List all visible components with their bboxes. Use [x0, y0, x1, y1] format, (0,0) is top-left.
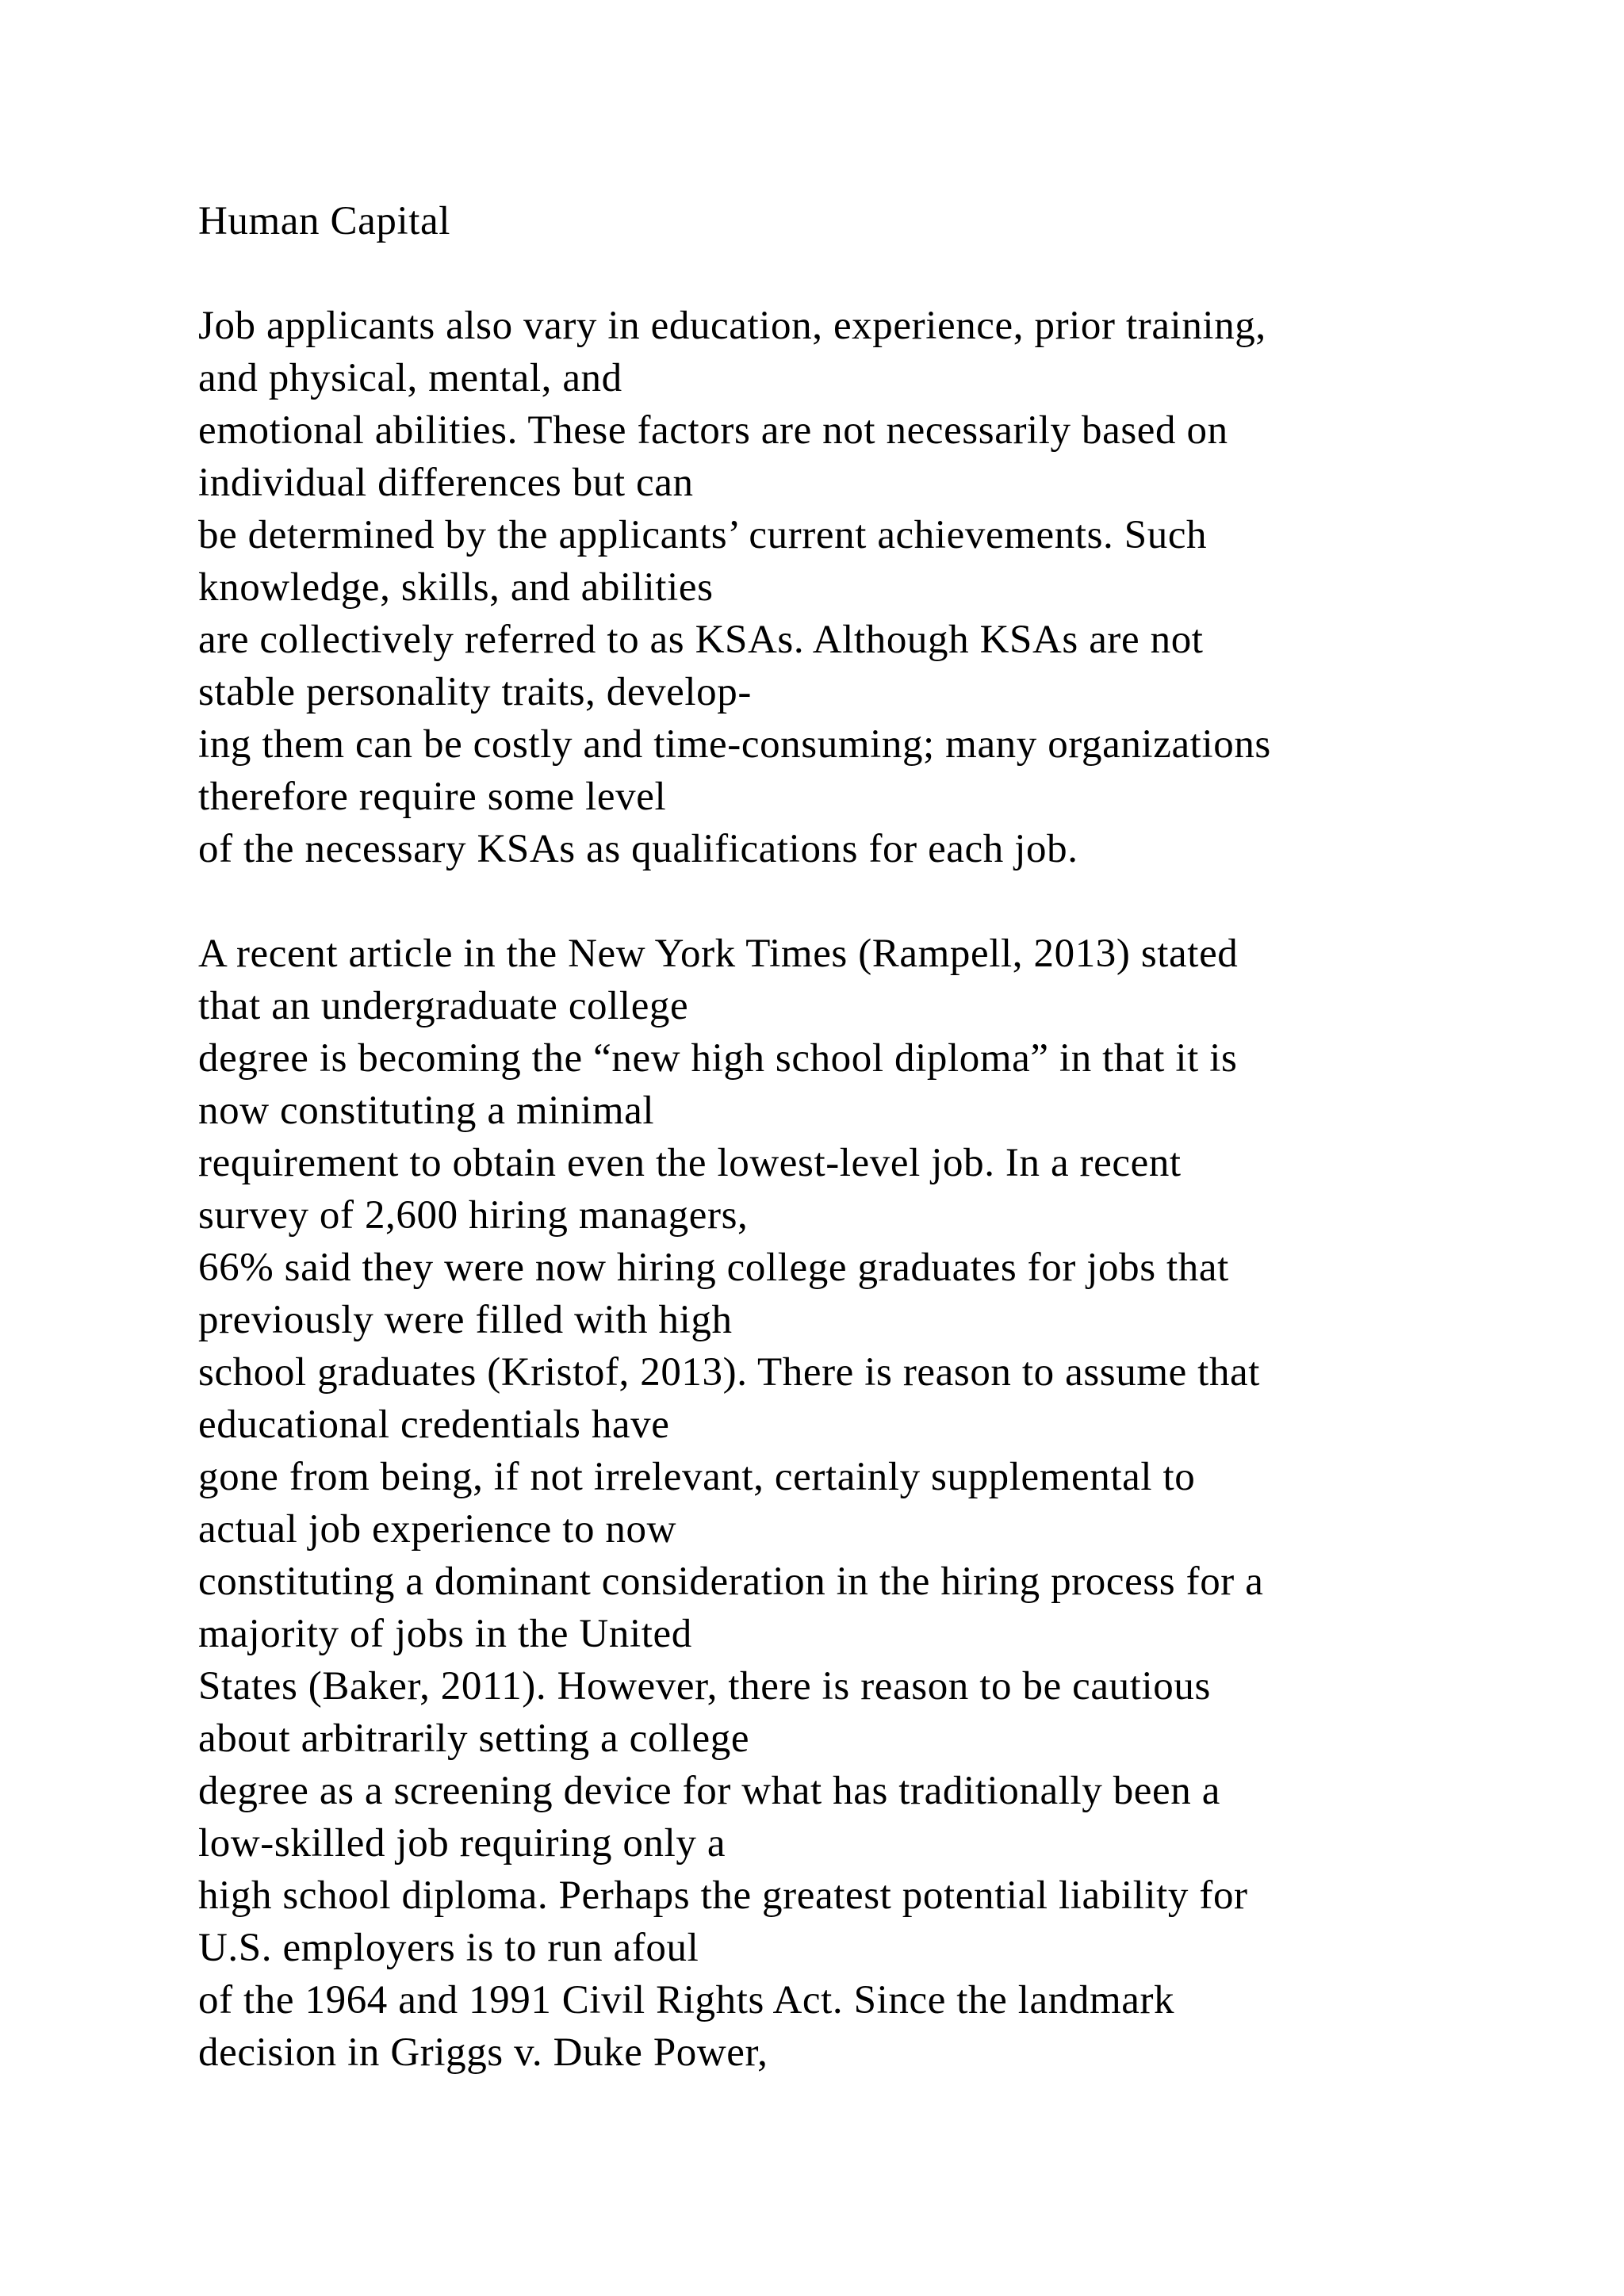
text-line: that an undergraduate college [198, 984, 689, 1028]
text-line: decision in Griggs v. Duke Power, [198, 2030, 768, 2075]
text-line: of the 1964 and 1991 Civil Rights Act. Since the landmark [198, 1978, 1175, 2022]
text-line: emotional abilities. These factors are not necessarily based on [198, 408, 1228, 453]
text-line: degree is becoming the “new high school diploma” in that it is [198, 1036, 1238, 1081]
text-line: A recent article in the New York Times (Rampell, 2013) stated [198, 932, 1239, 976]
text-line: be determined by the applicants’ current achievements. Such [198, 513, 1208, 557]
paragraph-2 [198, 928, 1546, 2079]
text-line: and physical, mental, and [198, 356, 622, 400]
text-line: high school diploma. Perhaps the greatest potential liability for [198, 1873, 1248, 1918]
text-line: majority of jobs in the United [198, 1612, 692, 1656]
text-line: school graduates (Kristof, 2013). There is reason to assume that [198, 1350, 1261, 1395]
paragraph-1 [198, 300, 1546, 875]
text-line: stable personality traits, develop- [198, 670, 752, 714]
text-line: individual differences but can [198, 461, 694, 505]
document-title: Human Capital [198, 199, 450, 243]
text-line: gone from being, if not irrelevant, certainly supplemental to [198, 1455, 1196, 1499]
text-line: low-skilled job requiring only a [198, 1821, 726, 1866]
text-line: educational credentials have [198, 1402, 670, 1447]
text-line: survey of 2,600 hiring managers, [198, 1193, 749, 1238]
text-line: requirement to obtain even the lowest-level job. In a recent [198, 1141, 1182, 1185]
text-line: constituting a dominant consideration in the hiring process for a [198, 1559, 1264, 1604]
text-line: are collectively referred to as KSAs. Although KSAs are not [198, 618, 1204, 662]
text-line: Job applicants also vary in education, experience, prior training, [198, 304, 1266, 348]
text-line: therefore require some level [198, 775, 667, 819]
text-line: previously were filled with high [198, 1298, 733, 1342]
text-line: now constituting a minimal [198, 1089, 655, 1133]
text-line: knowledge, skills, and abilities [198, 565, 714, 610]
text-line: States (Baker, 2011). However, there is reason to be cautious [198, 1664, 1211, 1709]
text-line: 66% said they were now hiring college graduates for jobs that [198, 1246, 1229, 1290]
document-body [198, 195, 1546, 2079]
text-line: of the necessary KSAs as qualifications for each job. [198, 827, 1078, 871]
text-line: degree as a screening device for what has traditionally been a [198, 1769, 1220, 1813]
paragraph-spacer [198, 247, 1546, 300]
text-line: about arbitrarily setting a college [198, 1716, 750, 1761]
paragraph-spacer [198, 875, 1546, 928]
text-line: ing them can be costly and time-consuming; many organizations [198, 722, 1271, 767]
text-line: U.S. employers is to run afoul [198, 1926, 699, 1970]
text-line: actual job experience to now [198, 1507, 677, 1552]
